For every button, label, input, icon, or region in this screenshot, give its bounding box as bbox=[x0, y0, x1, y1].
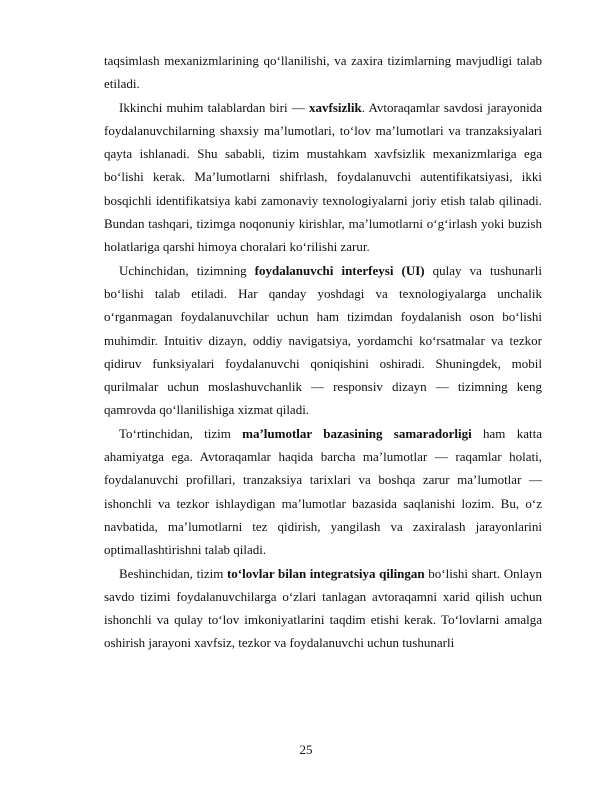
paragraph-text: bo‘lishi shart. Onlayn savdo tizimi foydalanuvchilarga o‘zlari tanlagan avtoraqamni xarid qilish uchun ishonchli va qulay to‘lov imkoniyatlarini taqdim etishi kerak. To‘lovlarni amalga oshirish jarayoni xavfsiz, tezkor va foydalanuvchi uchun tushunarli bbox=[104, 565, 543, 651]
paragraph-payments bbox=[104, 562, 542, 655]
paragraph-text: Ikkinchi muhim talablardan biri — bbox=[119, 99, 310, 115]
paragraph-keyword: foydalanuvchi interfeysi (UI) bbox=[254, 262, 425, 278]
paragraph-ui bbox=[104, 259, 542, 422]
paragraph-text: Beshinchidan, tizim bbox=[119, 565, 227, 581]
paragraph-text: To‘rtinchidan, tizim bbox=[119, 425, 243, 441]
paragraph-keyword: to‘lovlar bilan integratsiya qilingan bbox=[226, 565, 425, 581]
paragraph-continuation bbox=[104, 49, 542, 96]
paragraph-text: qulay va tushunarli bo‘lishi talab etiladi. Har qanday yoshdagi va texnologiyalarga unchalik o‘rganmagan foydalanuvchilar uchun ham tizimdan foydalanish oson bo‘lishi muhimdir. Intuitiv dizayn, oddiy navigatsiya, yordamchi ko‘rsatmalar va tezkor qidiruv funksiyalari foydalanuvchi qoniqishini oshiradi. Shuningdek, mobil qurilmalar uchun moslashuvchanlik — responsiv dizayn — tizimning keng qamrovda qo‘llanilishiga xizmat qiladi. bbox=[104, 262, 542, 418]
page-number: 25 bbox=[299, 742, 313, 757]
paragraph-keyword: ma’lumotlar bazasining samaradorligi bbox=[242, 425, 472, 441]
document-body bbox=[104, 49, 542, 655]
paragraph-keyword: xavfsizlik bbox=[309, 99, 362, 115]
paragraph-security bbox=[104, 96, 542, 259]
paragraph-database bbox=[104, 422, 542, 562]
paragraph-text: taqsimlash mexanizmlarining qo‘llanilishi, va zaxira tizimlarning mavjudligi talab etiladi. bbox=[104, 53, 542, 92]
paragraph-text: . Avtoraqamlar savdosi jarayonida foydalanuvchilarning shaxsiy ma’lumotlari, to‘lov ma’lumotlari va tranzaksiyalari qayta ishlanadi. Shu sababli, tizim mustahkam xavfsizlik mexanizmlariga ega bo‘lishi kerak. Ma’lumotlarni shifrlash, foydalanuvchi autentifikatsiyasi, ikki bosqichli identifikatsiya kabi zamonaviy texnologiyalarni joriy etish talab qilinadi. Bundan tashqari, tizimga noqonuniy kirishlar, ma’lumotlarni o‘g‘irlash yoki buzish holatlariga qarshi himoya choralari ko‘rilishi zarur. bbox=[104, 99, 542, 255]
paragraph-text: ham katta ahamiyatga ega. Avtoraqamlar haqida barcha ma’lumotlar — raqamlar holati, foydalanuvchi profillari, tranzaksiya tarixlari va boshqa zarur ma’lumotlar — ishonchli va tezkor ishlaydigan ma’lumotlar bazasida saqlanishi lozim. Bu, o‘z navbatida, ma’lumotlarni tez qidirish, yangilash va zaxiralash jarayonlarini optimallashtirishni talab qiladi. bbox=[104, 425, 542, 558]
paragraph-text: Uchinchidan, tizimning bbox=[119, 262, 255, 278]
